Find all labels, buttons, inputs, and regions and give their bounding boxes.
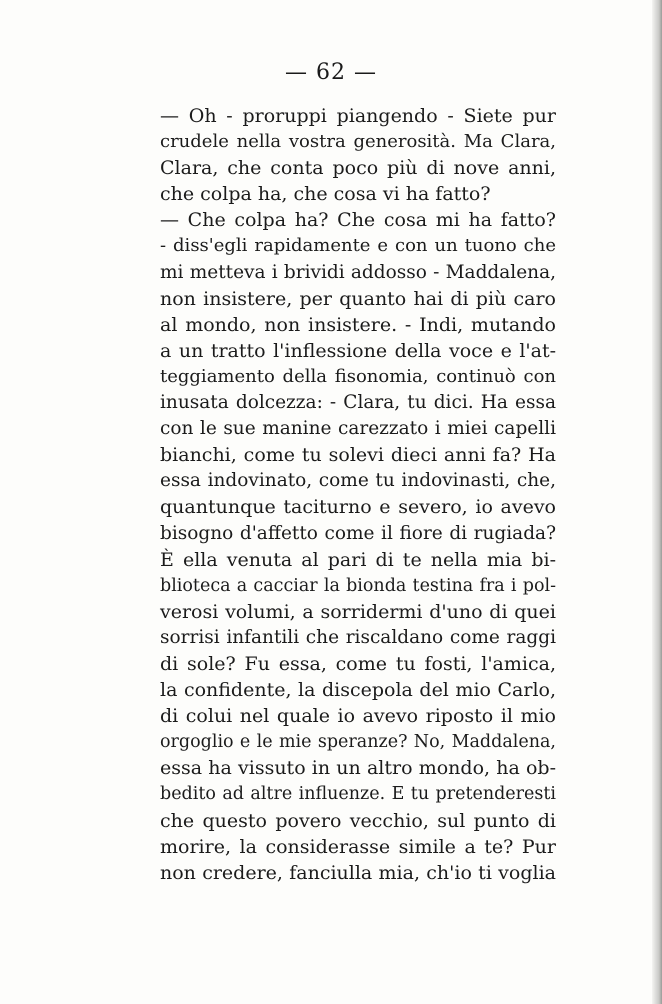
text-line: verosi volumi, a sorridermi d'uno di quei [160, 600, 556, 623]
text-line: che questo povero vecchio, sul punto di [160, 809, 556, 832]
text-line: crudele nella vostra generosità. Ma Clara, [160, 131, 556, 153]
page-number: — 62 — [285, 60, 377, 85]
text-line: Clara, che conta poco più di nove anni, [160, 157, 556, 180]
text-line: bianchi, come tu solevi dieci anni fa? Ha [160, 444, 556, 467]
text-line: che colpa ha, che cosa vi ha fatto? [160, 183, 491, 206]
text-line: mi metteva i brividi addosso - Maddalena, [160, 261, 556, 283]
page-edge-shadow [652, 0, 662, 1004]
text-line: essa indovinato, come tu indovinasti, che, [160, 470, 556, 492]
text-line: teggiamento della fisonomia, continuò con [160, 365, 556, 387]
text-line: non credere, fanciulla mia, ch'io ti voglia [160, 861, 556, 884]
text-line: quantunque taciturno e severo, io avevo [160, 496, 556, 519]
text-line: non insistere, per quanto hai di più caro [160, 287, 556, 310]
body-text [160, 103, 556, 886]
text-line: la confidente, la discepola del mio Carlo, [160, 679, 556, 702]
text-line: sorrisi infantili che riscaldano come raggi [160, 626, 556, 648]
text-line: inusata dolcezza: - Clara, tu dici. Ha essa [160, 392, 556, 414]
text-line: di colui nel quale io avevo riposto il mio [160, 705, 556, 728]
text-line: essa ha vissuto in un altro mondo, ha ob- [160, 757, 556, 780]
text-line: bedito ad altre influenze. E tu pretenderesti [160, 784, 556, 805]
text-line: orgoglio e le mie speranze? No, Maddalena, [160, 732, 556, 753]
text-line: - diss'egli rapidamente e con un tuono che [160, 235, 556, 257]
text-line: morire, la considerasse simile a te? Pur [160, 835, 556, 858]
text-line: blioteca a cacciar la bionda testina fra i pol- [160, 575, 556, 596]
text-line: di sole? Fu essa, come tu fosti, l'amica, [160, 652, 556, 675]
text-line: bisogno d'affetto come il fiore di rugiada? [160, 522, 556, 544]
text-line: — Che colpa ha? Che cosa mi ha fatto? [160, 209, 556, 232]
text-line: — Oh - proruppi piangendo - Siete pur [160, 105, 556, 127]
text-line: con le sue manine carezzato i miei capelli [160, 418, 556, 440]
text-line: È ella venuta al pari di te nella mia bi- [160, 548, 556, 571]
text-line: al mondo, non insistere. - Indi, mutando [160, 313, 556, 336]
text-line: a un tratto l'inflessione della voce e l'at- [160, 339, 556, 362]
